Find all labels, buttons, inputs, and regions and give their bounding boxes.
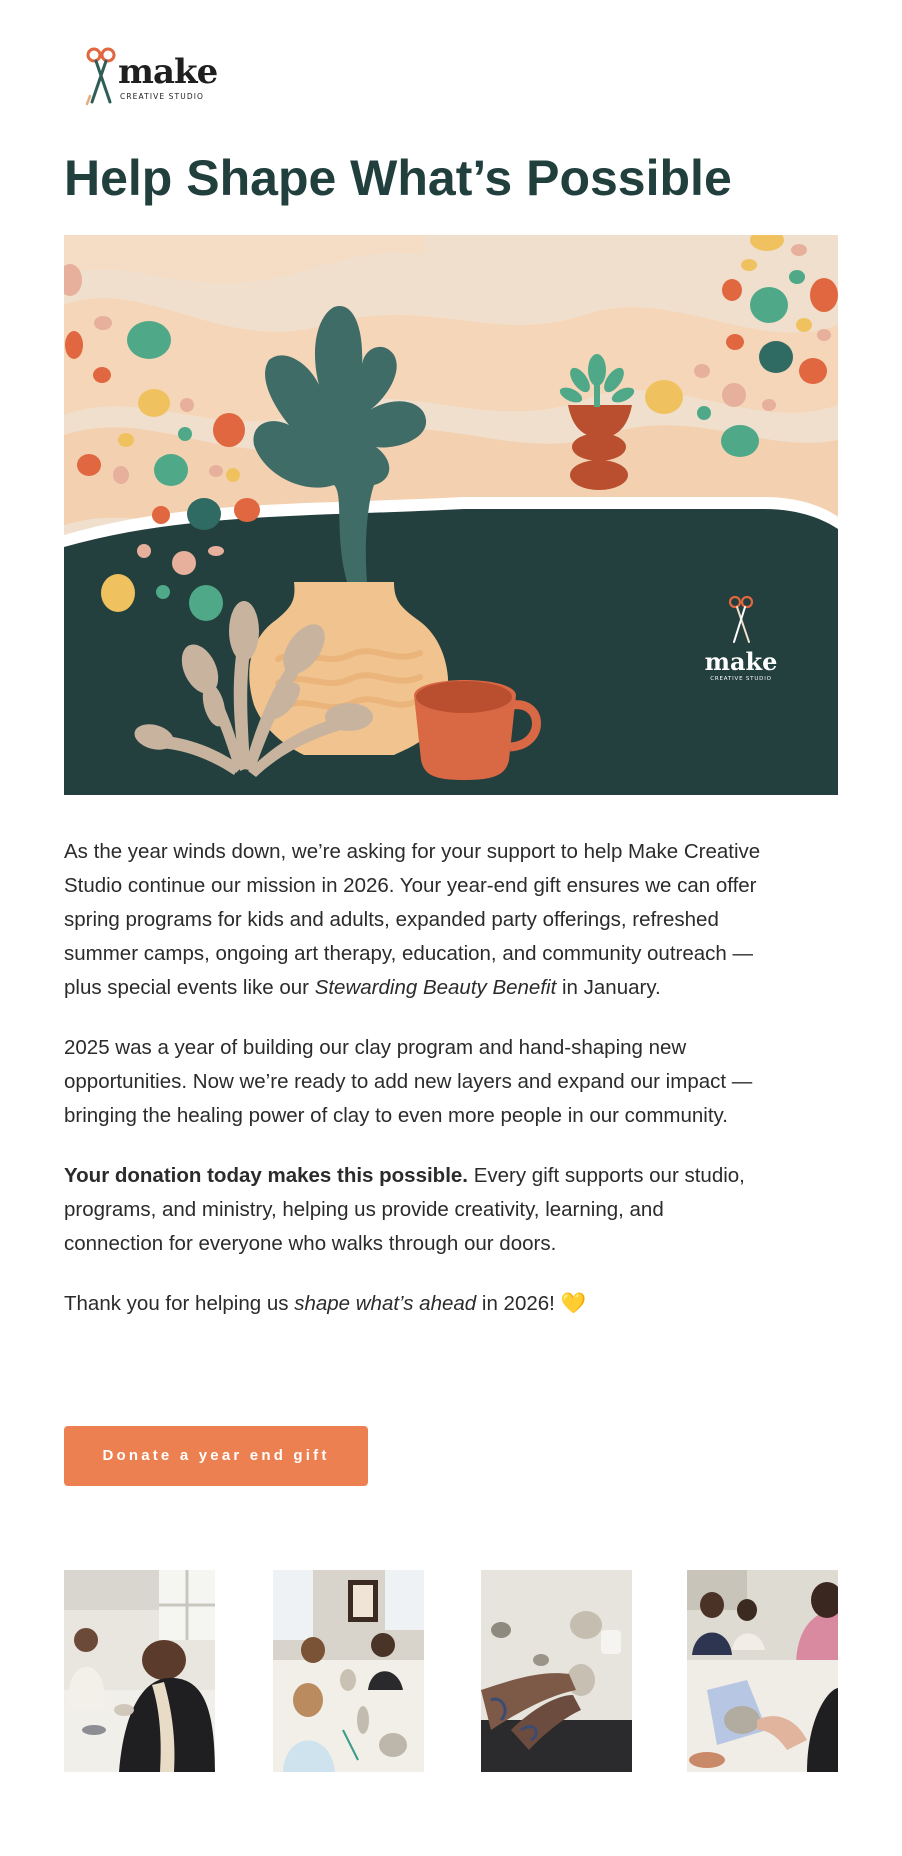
brand-logo[interactable] [84, 44, 218, 110]
paragraph-intro-text: As the year winds down, we’re asking for your support to help Make Creative Studio continue our mission in 2026. Your year-end gift ensures we can offer spring programs for kids and adults, expanded party offerings, refreshed summer camps, ongoing art therapy, education, and community outreach — plus special events like our [64, 840, 761, 999]
donation-emphasis: Your donation today makes this possible. [64, 1164, 468, 1187]
paragraph-donation [64, 1159, 764, 1261]
studio-photo[interactable] [273, 1570, 424, 1772]
thanks-emphasis: shape what’s ahead [294, 1292, 477, 1315]
hero-badge-wordmark: make [704, 647, 778, 676]
studio-photo[interactable] [687, 1570, 838, 1772]
body-copy [64, 835, 764, 1347]
brand-wordmark: make [118, 52, 218, 92]
studio-photo[interactable] [481, 1570, 632, 1772]
hero-badge-tagline: CREATIVE STUDIO [710, 676, 772, 682]
paragraph-donation-text: Every gift supports our studio, programs, and ministry, helping us provide creativity, learning, and connection for everyone who walks through our doors. [64, 1164, 745, 1255]
donate-button[interactable]: Donate a year end gift [64, 1426, 368, 1486]
thanks-text: Thank you for helping us [64, 1292, 295, 1315]
paragraph-intro-tail: in January. [556, 976, 661, 999]
thanks-tail: in 2026! 💛 [476, 1292, 587, 1315]
paragraph-impact: 2025 was a year of building our clay program and hand-shaping new opportunities. Now we’re ready to add new layers and expand our impact — bringing the healing power of clay to even more people in our community. [64, 1036, 753, 1127]
paragraph-intro [64, 835, 764, 1005]
studio-photo[interactable] [64, 1570, 215, 1772]
scissors-icon [84, 46, 120, 108]
paragraph-thanks [64, 1287, 764, 1321]
event-name: Stewarding Beauty Benefit [314, 976, 557, 999]
brand-tagline: CREATIVE STUDIO [120, 92, 205, 101]
page-title: Help Shape What’s Possible [64, 150, 732, 206]
hero-illustration [64, 235, 838, 795]
